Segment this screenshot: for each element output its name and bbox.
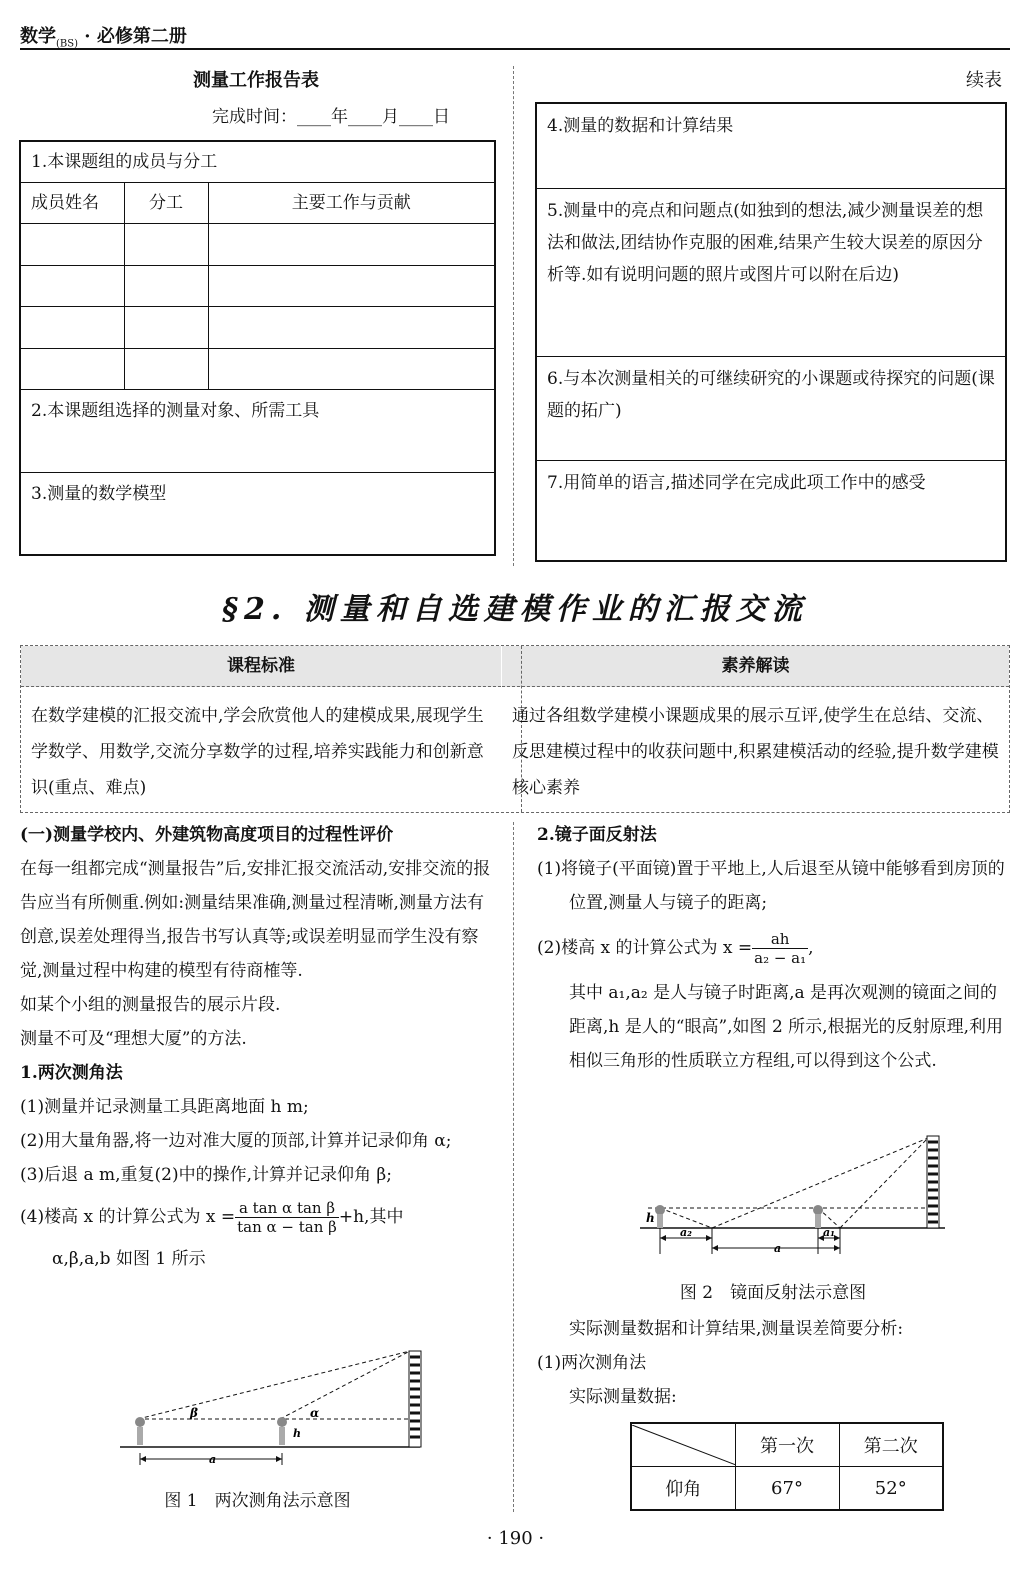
section-title: §2. 测量和自选建模作业的汇报交流 (222, 592, 808, 627)
left-para-2: 如某个小组的测量报告的展示片段. (20, 995, 281, 1015)
left-heading: (一)测量学校内、外建筑物高度项目的过程性评价 (20, 825, 394, 845)
method-1-step-2: (2)用大量角器,将一边对准大厦的顶部,计算并记录仰角 α; (20, 1131, 452, 1151)
formula-1-denominator: tan α − tan β (237, 1218, 337, 1236)
member-row (20, 348, 495, 389)
col-main-work: 主要工作与贡献 (208, 182, 495, 223)
label-h: h (646, 1211, 655, 1225)
method-2-explanation: 其中 a₁,a₂ 是人与镜子时距离,a 是再次观测的镜面之间的距离,h 是人的“眼高”,如图 2 所示,根据光的反射原理,利用相似三角形的性质联立方程组,可以得到这个公式. (569, 983, 1003, 1071)
col-member-name: 成员姓名 (20, 182, 124, 223)
report-section-5: 5.测量中的亮点和问题点(如独到的想法,减少测量误差的想法和做法,团结协作克服的困难,结果产生较大误差的原因分析等.如有说明问题的照片或图片可以附在后边) (537, 189, 1005, 357)
col-division: 分工 (124, 182, 208, 223)
label-a2: a₂ (680, 1226, 692, 1239)
member-row (20, 223, 495, 265)
column-divider-top (513, 66, 514, 566)
label-a: a (774, 1242, 782, 1255)
cell-angle-1: 67° (735, 1467, 839, 1511)
person-1-icon (135, 1417, 145, 1445)
label-a: a (209, 1453, 217, 1466)
method-1-step-4 (20, 1192, 495, 1242)
formula-2-denominator: a₂ − a₁ (754, 949, 807, 967)
method-1-step-4-tail: α,β,a,b 如图 1 所示 (52, 1249, 206, 1269)
formula-1-prefix: (4)楼高 x 的计算公式为 x = (20, 1207, 236, 1227)
book-edition: (BS) (56, 38, 79, 50)
method-2-title: 2.镜子面反射法 (537, 825, 657, 845)
report-continued-table (535, 102, 1007, 562)
diagonal-header-cell (631, 1423, 735, 1467)
report-section-6: 6.与本次测量相关的可继续研究的小课题或待探究的问题(课题的拓广) (537, 357, 1005, 461)
person-2-icon (813, 1205, 823, 1228)
measurement-table (630, 1422, 944, 1511)
formula-1-suffix: +h,其中 (338, 1207, 404, 1227)
method-1-title: 1.两次测角法 (20, 1063, 123, 1083)
figure-2-diagram (640, 1130, 950, 1260)
left-column (20, 818, 495, 1276)
analysis-intro: 实际测量数据和计算结果,测量误差简要分析: (569, 1319, 904, 1339)
person-2-icon (277, 1417, 287, 1445)
report-section-2: 2.本课题组选择的测量对象、所需工具 (20, 389, 495, 472)
formula-1-numerator: a tan α tan β (235, 1199, 339, 1218)
row-elevation-angle: 仰角 (631, 1467, 735, 1511)
col-first-time: 第一次 (735, 1423, 839, 1467)
method-1-step-1: (1)测量并记录测量工具距离地面 h m; (20, 1097, 309, 1117)
report-date-line: 完成时间：____年____月____日 (212, 107, 450, 127)
person-1-icon (655, 1205, 665, 1228)
method-2-step-1: (1)将镜子(平面镜)置于平地上,人后退至从镜中能够看到房顶的位置,测量人与镜子的距离; (537, 859, 1005, 913)
formula-2-suffix: , (808, 938, 814, 958)
header-rule (20, 48, 1010, 50)
standards-right-header: 素养解读 (502, 646, 1009, 687)
report-section-3: 3.测量的数学模型 (20, 472, 495, 555)
label-a1: a₁ (823, 1226, 835, 1239)
member-row (20, 306, 495, 348)
figure-2-caption: 图 2 镜面反射法示意图 (679, 1283, 867, 1303)
book-subject: 数学 (20, 26, 56, 47)
cell-angle-2: 52° (839, 1467, 943, 1511)
formula-1-fraction (235, 1199, 339, 1236)
report-section-1: 1.本课题组的成员与分工 (20, 141, 495, 182)
label-beta: β (190, 1406, 198, 1420)
report-section-4: 4.测量的数据和计算结果 (537, 104, 1005, 189)
standards-right-body: 通过各组数学建模小课题成果的展示互评,使学生在总结、交流、反思建模过程中的收获问题中,积累建模活动的经验,提升数学建模核心素养 (512, 706, 999, 798)
label-alpha: α (310, 1406, 320, 1420)
standards-box (20, 645, 1010, 813)
report-title: 测量工作报告表 (193, 70, 319, 91)
method-1-step-3: (3)后退 a m,重复(2)中的操作,计算并记录仰角 β; (20, 1165, 392, 1185)
label-h: h (293, 1427, 301, 1440)
member-row (20, 265, 495, 306)
page-number: · 190 · (486, 1528, 545, 1549)
col-second-time: 第二次 (839, 1423, 943, 1467)
formula-2-prefix: (2)楼高 x 的计算公式为 x = (537, 938, 753, 958)
left-para-1: 在每一组都完成“测量报告”后,安排汇报交流活动,安排交流的报告应当有所侧重.例如:测量结果准确,测量过程清晰,测量方法有创意,误差处理得当,报告书写认真等;或误差明显而学生没有察觉,测量过程中构建的模型有待商榷等. (20, 859, 491, 981)
right-column (537, 818, 1009, 1078)
column-divider-bottom (513, 822, 514, 1512)
continued-label: 续表 (966, 70, 1002, 91)
right-column-analysis (537, 1312, 1009, 1414)
book-volume: · 必修第二册 (78, 26, 187, 47)
data-label: 实际测量数据: (569, 1387, 677, 1407)
standards-left-body: 在数学建模的汇报交流中,学会欣赏他人的建模成果,展现学生学数学、用数学,交流分享数学的过程,培养实践能力和创新意识(重点、难点) (31, 706, 484, 798)
formula-2-fraction (752, 930, 808, 967)
figure-1-caption: 图 1 两次测角法示意图 (164, 1491, 351, 1511)
method-2-step-2 (537, 920, 1009, 976)
running-head (20, 22, 187, 50)
report-form-table (19, 140, 496, 556)
left-para-3: 测量不可及“理想大厦”的方法. (20, 1029, 247, 1049)
formula-2-numerator: ah (752, 930, 808, 949)
analysis-method-1: (1)两次测角法 (537, 1353, 647, 1373)
report-section-7: 7.用简单的语言,描述同学在完成此项工作中的感受 (547, 473, 926, 493)
standards-left-header: 课程标准 (21, 646, 501, 687)
figure-1-diagram (110, 1345, 430, 1475)
